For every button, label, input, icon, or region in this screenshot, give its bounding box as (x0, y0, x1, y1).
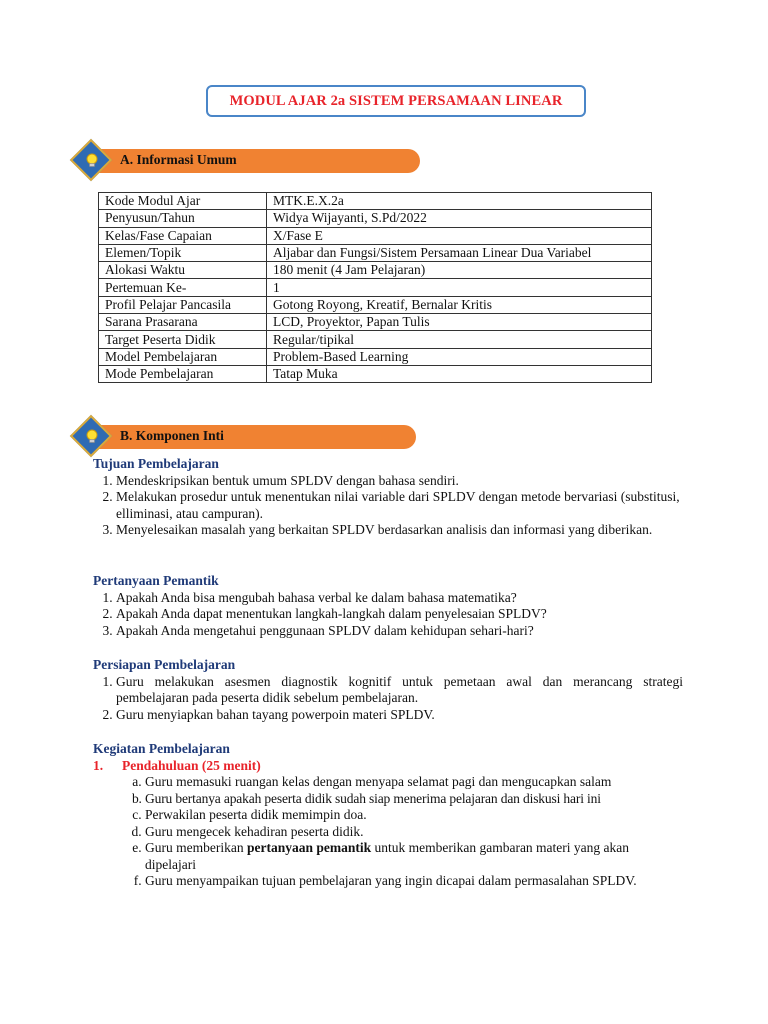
table-row (99, 365, 652, 382)
list-item: a. Guru memasuki ruangan kelas dengan menyapa selamat pagi dan mengucapkan salam (145, 774, 683, 791)
list-item: 3. Apakah Anda mengetahui penggunaan SPLDV dalam kehidupan sehari-hari? (116, 623, 683, 640)
table-cell-key: Sarana Prasarana (99, 314, 267, 331)
pendahuluan-number: 1. (93, 757, 104, 773)
pemantik-list (93, 590, 683, 640)
table-cell-key: Pertemuan Ke- (99, 279, 267, 296)
table-cell-key: Profil Pelajar Pancasila (99, 296, 267, 313)
list-item: 1. Apakah Anda bisa mengubah bahasa verbal ke dalam bahasa matematika? (116, 590, 683, 607)
table-row (99, 348, 652, 365)
table-cell-key: Kelas/Fase Capaian (99, 227, 267, 244)
table-cell-key: Kode Modul Ajar (99, 193, 267, 210)
table-cell-key: Mode Pembelajaran (99, 365, 267, 382)
list-item: f. Guru menyampaikan tujuan pembelajaran yang ingin dicapai dalam permasalahan SPLDV. (145, 873, 683, 890)
list-item: 2. Melakukan prosedur untuk menentukan nilai variable dari SPLDV dengan metode bervariasi (substitusi, elliminasi, atau campuran). (116, 489, 683, 522)
table-cell-value: X/Fase E (267, 227, 652, 244)
table-cell-key: Model Pembelajaran (99, 348, 267, 365)
pemantik-section (93, 573, 683, 639)
table-cell-key: Penyusun/Tahun (99, 210, 267, 227)
pendahuluan-label: Pendahuluan (25 menit) (122, 757, 261, 773)
lightbulb-icon (83, 152, 101, 170)
section-a-header (70, 148, 422, 174)
list-item: c. Perwakilan peserta didik memimpin doa. (145, 807, 683, 824)
pendahuluan-heading (93, 758, 683, 775)
list-item: 1. Mendeskripsikan bentuk umum SPLDV dengan bahasa sendiri. (116, 473, 683, 490)
table-cell-value: Aljabar dan Fungsi/Sistem Persamaan Linear Dua Variabel (267, 244, 652, 261)
table-cell-key: Elemen/Topik (99, 244, 267, 261)
table-cell-value: LCD, Proyektor, Papan Tulis (267, 314, 652, 331)
tujuan-list (93, 473, 683, 539)
table-row (99, 296, 652, 313)
tujuan-section (93, 456, 683, 539)
list-item (145, 840, 683, 873)
list-item: b. Guru bertanya apakah peserta didik sudah siap menerima pelajaran dan diskusi hari ini (145, 791, 683, 808)
kegiatan-heading: Kegiatan Pembelajaran (93, 741, 230, 756)
table-row (99, 262, 652, 279)
section-b-header (70, 424, 418, 450)
step-e-text: Guru memberikan (145, 840, 247, 855)
table-row (99, 210, 652, 227)
list-item: d. Guru mengecek kehadiran peserta didik. (145, 824, 683, 841)
table-cell-value: MTK.E.X.2a (267, 193, 652, 210)
list-item: 2. Guru menyiapkan bahan tayang powerpoin materi SPLDV. (116, 707, 683, 724)
list-item: 3. Menyelesaikan masalah yang berkaitan SPLDV berdasarkan analisis dan informasi yang diberikan. (116, 522, 683, 539)
table-row (99, 331, 652, 348)
table-cell-value: 180 menit (4 Jam Pelajaran) (267, 262, 652, 279)
list-item: 2. Apakah Anda dapat menentukan langkah-langkah dalam penyelesaian SPLDV? (116, 606, 683, 623)
section-a-label: A. Informasi Umum (120, 152, 237, 167)
pemantik-heading: Pertanyaan Pemantik (93, 573, 219, 588)
table-row (99, 279, 652, 296)
tujuan-heading: Tujuan Pembelajaran (93, 456, 219, 471)
table-row (99, 227, 652, 244)
table-row (99, 244, 652, 261)
table-cell-value: Widya Wijayanti, S.Pd/2022 (267, 210, 652, 227)
table-cell-value: 1 (267, 279, 652, 296)
list-item: 1. Guru melakukan asesmen diagnostik kognitif untuk pemetaan awal dan merancang strategi pembelajaran pada peserta didik sebelum pembelajaran. (116, 674, 683, 707)
table-cell-value: Regular/tipikal (267, 331, 652, 348)
table-cell-key: Target Peserta Didik (99, 331, 267, 348)
pendahuluan-steps (93, 774, 683, 890)
persiapan-section (93, 657, 683, 723)
table-row (99, 314, 652, 331)
table-row (99, 193, 652, 210)
info-table (98, 192, 652, 383)
table-cell-value: Problem-Based Learning (267, 348, 652, 365)
persiapan-list (93, 674, 683, 724)
persiapan-heading: Persiapan Pembelajaran (93, 657, 236, 672)
module-title: MODUL AJAR 2a SISTEM PERSAMAAN LINEAR (206, 85, 586, 117)
kegiatan-section (93, 741, 683, 890)
step-e-bold: pertanyaan pemantik (246, 840, 372, 855)
table-cell-value: Tatap Muka (267, 365, 652, 382)
section-b-label: B. Komponen Inti (120, 428, 224, 443)
table-cell-value: Gotong Royong, Kreatif, Bernalar Kritis (267, 296, 652, 313)
table-cell-key: Alokasi Waktu (99, 262, 267, 279)
step-e-rest: untuk memberikan gambaran materi yang akan dipelajari (145, 840, 630, 872)
lightbulb-icon (83, 428, 101, 446)
